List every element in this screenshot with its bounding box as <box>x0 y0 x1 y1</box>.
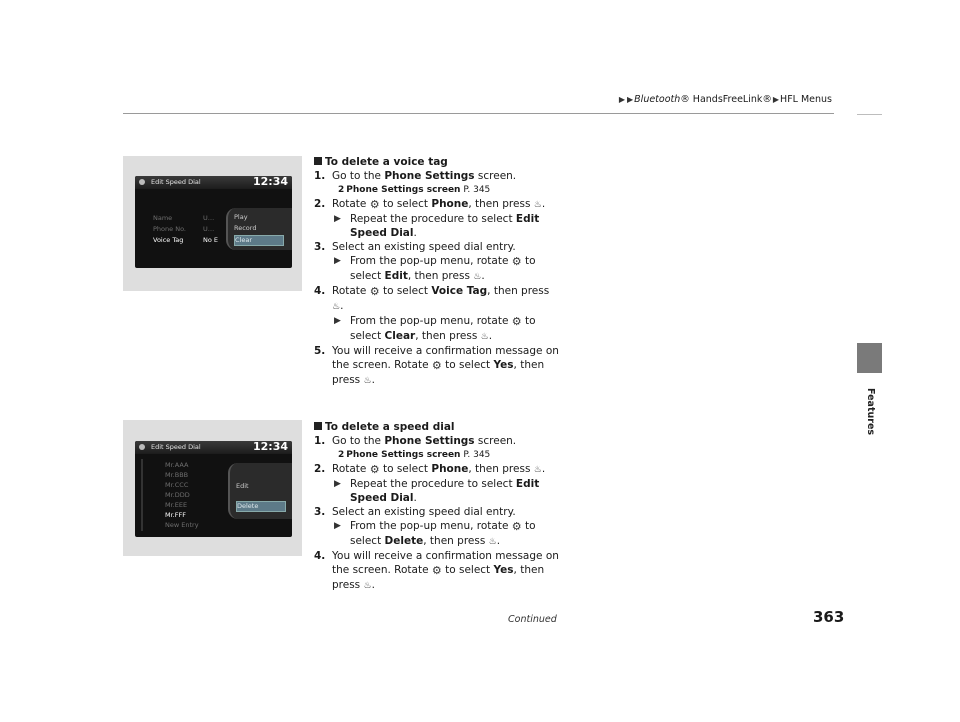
arrow-icon: ▶ <box>334 479 341 489</box>
screenshot-voice-tag <box>123 156 302 291</box>
list-item: Mr.EEE <box>165 501 188 509</box>
list-item: New Entry <box>165 521 199 529</box>
screen-title: Edit Speed Dial <box>151 178 201 186</box>
page-header <box>570 94 832 105</box>
chapter-label: Features <box>865 388 876 436</box>
selector-knob-icon: ⚙ <box>369 285 380 298</box>
tab-divider <box>857 114 882 115</box>
header-section1-suffix: ® HandsFreeLink® <box>680 94 772 105</box>
home-icon <box>139 179 145 185</box>
chapter-tab <box>857 343 882 373</box>
arrow-icon: ▶ <box>334 256 341 266</box>
press-icon: ♨ <box>332 302 341 312</box>
arrow-icon: ▶ <box>618 95 625 104</box>
selector-knob-icon: ⚙ <box>431 564 442 577</box>
list-item-selected: Mr.FFF <box>165 511 186 519</box>
screen-clock: 12:34 <box>252 441 288 453</box>
header-section1: Bluetooth <box>634 94 681 105</box>
header-section2: HFL Menus <box>780 94 832 105</box>
list-item-selected: Voice Tag <box>153 236 184 244</box>
press-icon: ♨ <box>363 581 372 591</box>
list-item: Mr.BBB <box>165 471 189 479</box>
selector-knob-icon: ⚙ <box>431 359 442 372</box>
step-2-sub: ▶ Repeat the procedure to select Edit Speed Dial. <box>334 213 540 239</box>
selector-knob-icon: ⚙ <box>511 315 522 328</box>
list-item: Mr.DDD <box>165 491 190 499</box>
press-icon: ♨ <box>533 465 542 475</box>
selector-knob-icon: ⚙ <box>511 255 522 268</box>
press-icon: ♨ <box>473 272 482 282</box>
press-icon: ♨ <box>363 376 372 386</box>
section-delete-voice-tag <box>314 155 559 388</box>
popup-item-delete: Delete <box>236 501 286 512</box>
arrow-icon: ▶ <box>772 95 780 104</box>
list-item: Mr.AAA <box>165 461 189 469</box>
display-screen <box>135 176 292 268</box>
home-icon <box>139 444 145 450</box>
list-item-value: No E <box>203 236 219 244</box>
step-3: 3. Select an existing speed dial entry. <box>314 506 516 518</box>
continued-label: Continued <box>508 614 557 625</box>
screen-title-bar <box>135 441 292 454</box>
screen-title-bar <box>135 176 292 189</box>
list-item: Name <box>153 214 173 222</box>
section-heading: To delete a speed dial <box>314 420 559 434</box>
screen-clock: 12:34 <box>252 176 288 188</box>
screenshot-speed-dial <box>123 420 302 556</box>
step-4: 4. You will receive a confirmation message on the screen. Rotate ⚙ to select Yes, then press ♨. <box>314 550 559 591</box>
arrow-icon: ▶ <box>334 316 341 326</box>
list-scrollbar <box>141 459 143 531</box>
step-4: 4. Rotate ⚙ to select Voice Tag, then press ♨. <box>314 285 550 312</box>
step-3: 3. Select an existing speed dial entry. <box>314 241 516 253</box>
arrow-icon: ▶ <box>334 214 341 224</box>
cross-reference: 2 Phone Settings screen P. 345 <box>338 185 491 195</box>
step-2: 2. Rotate ⚙ to select Phone, then press ♨. <box>314 463 546 476</box>
step-5: 5. You will receive a confirmation message on the screen. Rotate ⚙ to select Yes, then press ♨. <box>314 345 559 386</box>
section-heading: To delete a voice tag <box>314 155 559 169</box>
arrow-icon: ▶ <box>627 95 634 104</box>
page-number: 363 <box>813 608 845 626</box>
press-icon: ♨ <box>480 332 489 342</box>
header-rule <box>123 113 834 114</box>
step-2: 2. Rotate ⚙ to select Phone, then press ♨. <box>314 198 546 211</box>
popup-menu <box>228 463 292 519</box>
list-item: Mr.CCC <box>165 481 189 489</box>
reference-icon: 2 <box>338 185 345 195</box>
step-3-sub: ▶ From the pop-up menu, rotate ⚙ to select Delete, then press ♨. <box>334 520 536 547</box>
press-icon: ♨ <box>488 537 497 547</box>
display-screen <box>135 441 292 537</box>
cross-reference: 2 Phone Settings screen P. 345 <box>338 450 491 460</box>
list-item-value: U… <box>203 214 215 222</box>
popup-item-record: Record <box>234 224 257 232</box>
step-3-sub: ▶ From the pop-up menu, rotate ⚙ to select Edit, then press ♨. <box>334 255 536 282</box>
popup-item-clear: Clear <box>234 235 284 246</box>
step-4-sub: ▶ From the pop-up menu, rotate ⚙ to select Clear, then press ♨. <box>334 315 536 342</box>
press-icon: ♨ <box>533 200 542 210</box>
popup-menu <box>226 208 292 250</box>
square-bullet-icon <box>314 157 322 165</box>
popup-item-edit: Edit <box>236 482 249 490</box>
list-item-value: U… <box>203 225 215 233</box>
arrow-icon: ▶ <box>334 521 341 531</box>
list-item: Phone No. <box>153 225 186 233</box>
step-1: 1. Go to the Phone Settings screen. <box>314 170 517 182</box>
selector-knob-icon: ⚙ <box>369 198 380 211</box>
popup-item-play: Play <box>234 213 248 221</box>
selector-knob-icon: ⚙ <box>369 463 380 476</box>
step-2-sub: ▶ Repeat the procedure to select Edit Speed Dial. <box>334 478 540 504</box>
section-delete-speed-dial <box>314 420 559 593</box>
square-bullet-icon <box>314 422 322 430</box>
selector-knob-icon: ⚙ <box>511 520 522 533</box>
reference-icon: 2 <box>338 450 345 460</box>
screen-title: Edit Speed Dial <box>151 443 201 451</box>
step-1: 1. Go to the Phone Settings screen. <box>314 435 517 447</box>
